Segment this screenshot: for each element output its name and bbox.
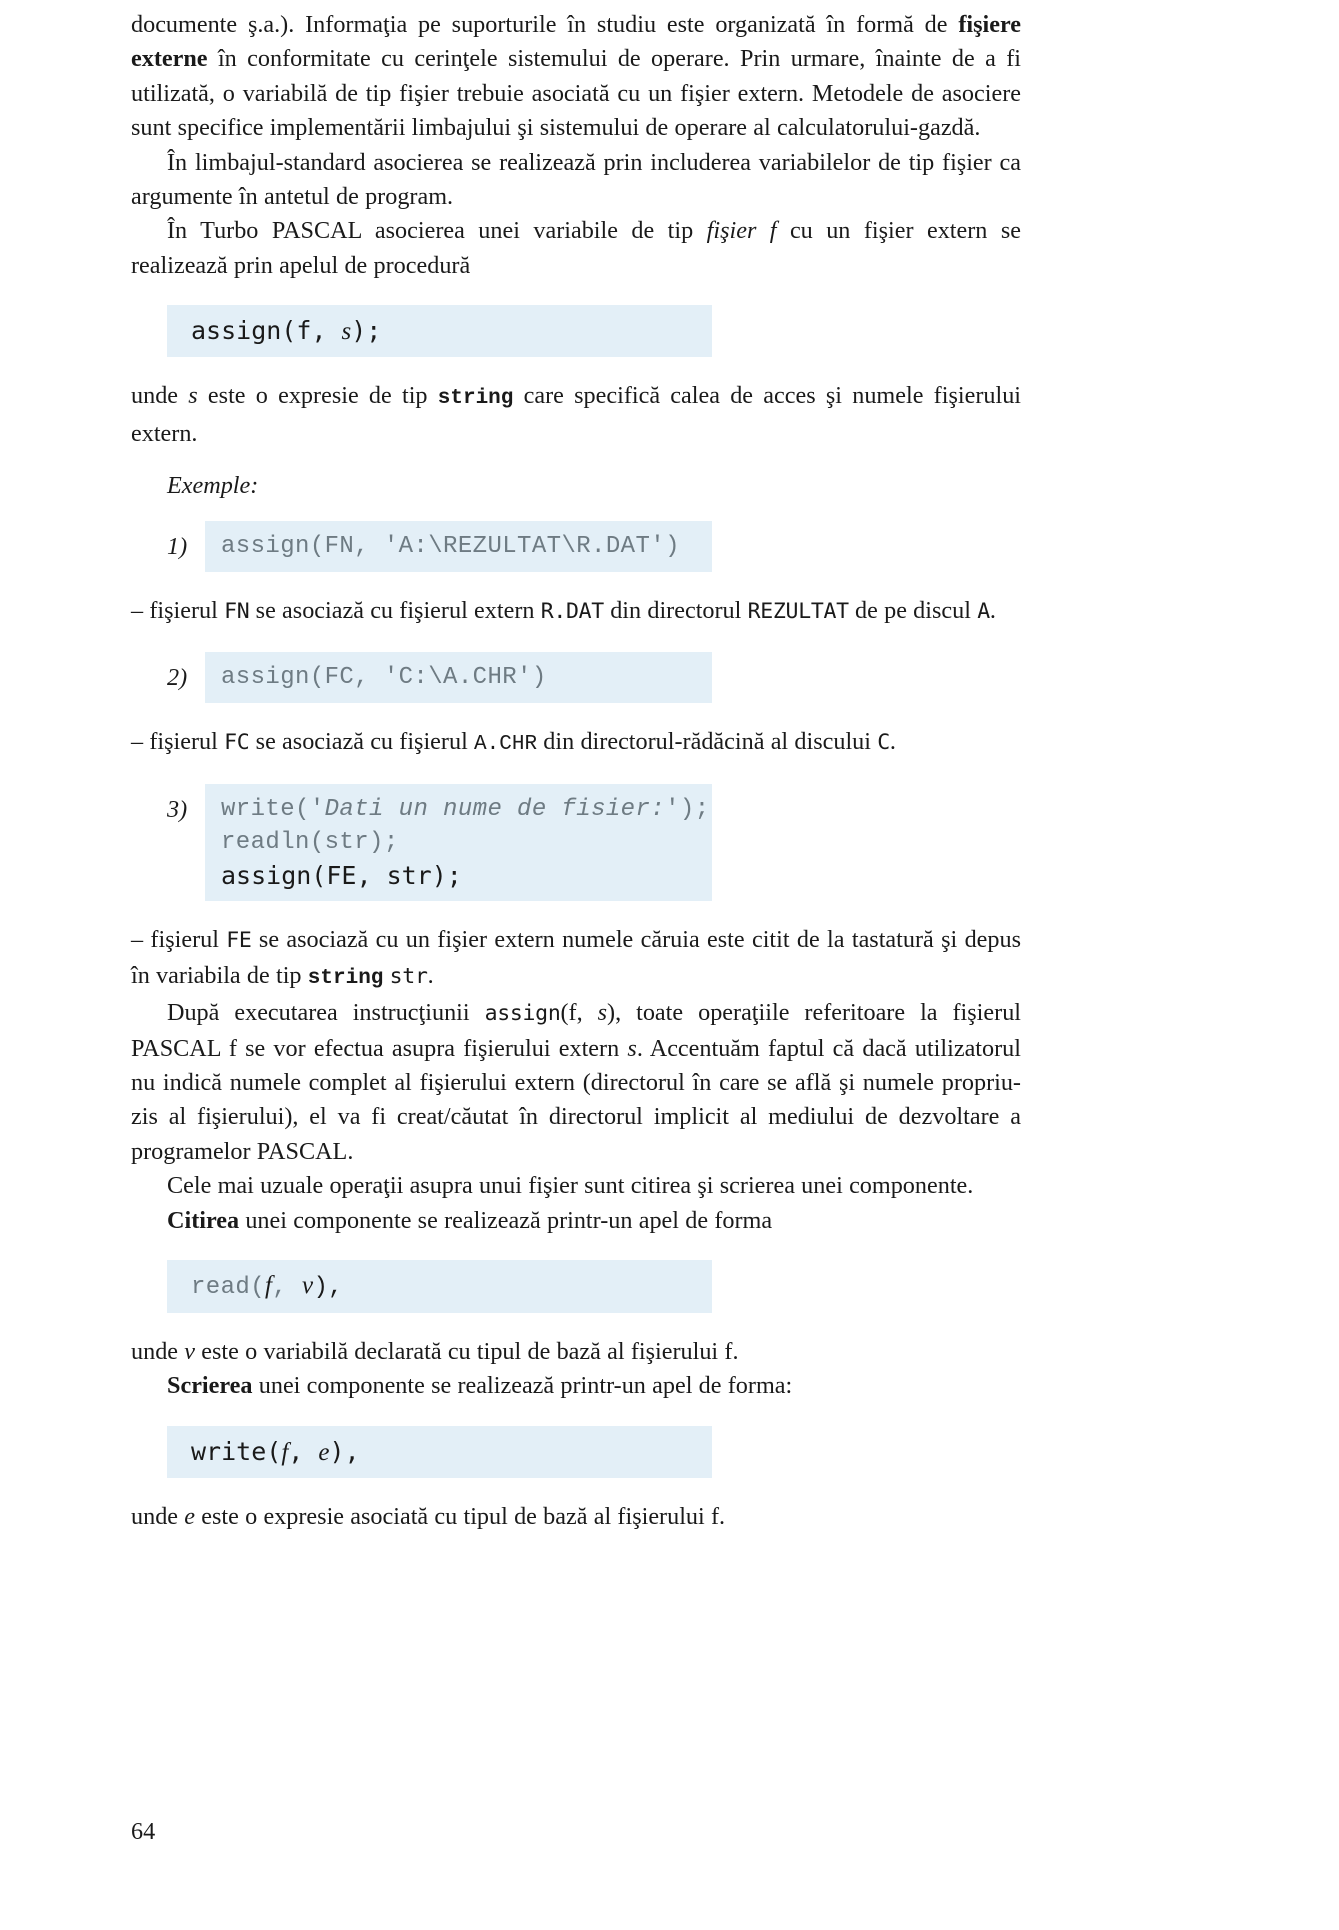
code-line: readln(str);	[221, 829, 399, 857]
example-code-panel-3	[205, 784, 712, 901]
ex3-identifier-str: str	[389, 963, 428, 989]
code-block-write-signature	[167, 1426, 712, 1478]
spacer-after-assign-block	[131, 357, 1021, 379]
paragraph-4-part-c: care specifică calea de acces şi numele fişierului extern.	[131, 382, 1022, 447]
ex2-identifier-c: C	[877, 729, 890, 755]
ex1-identifier-rdat: R.DAT	[540, 599, 604, 625]
ex2-desc-c: din directorul-rădăcină al discului	[537, 727, 878, 755]
code-line: assign(FE, str);	[221, 861, 462, 891]
code-assign-suffix: );	[351, 316, 382, 346]
spacer-after-examples-heading	[131, 503, 1021, 521]
ex1-identifier-rezultat: REZULTAT	[747, 599, 849, 625]
paragraph-4-part-a: unde	[131, 382, 189, 410]
code-write-mid: ,	[288, 1436, 319, 1466]
code-read-mid: ,	[272, 1273, 302, 1301]
term-fisiere-externe: fişiere externe	[131, 11, 1021, 73]
paragraph-9	[131, 1369, 1021, 1403]
emphasis-fisier-f: fişier f	[706, 217, 777, 245]
paragraph-4	[131, 379, 1021, 451]
example-code-panel-1	[205, 521, 712, 572]
ex3-desc-b: se asociază cu un fişier extern numele căruia este citit de la tastatură şi depus în variabila de tip	[131, 926, 1021, 989]
code-assign-prefix: assign(f,	[191, 316, 342, 346]
ex2-identifier-fc: FC	[224, 729, 250, 755]
code-line	[191, 314, 712, 348]
paragraph-10	[131, 1500, 1021, 1534]
paragraph-10-part-b: este o expresie asociată cu tipul de bază al fişierului f.	[195, 1502, 726, 1530]
example-number-1: 1)	[167, 533, 188, 561]
paragraph-5-part-b: , toate operaţiile referitoare la fişierul PASCAL f se vor efectua asupra fişierului extern	[131, 999, 1022, 1062]
assign-signature-wrapper	[131, 305, 1021, 357]
emphasis-v: v	[184, 1337, 196, 1365]
paragraph-3-part-a: În Turbo PASCAL asocierea unei variabile de tip	[167, 217, 707, 245]
read-signature-wrapper	[131, 1260, 1021, 1313]
code-line	[221, 793, 712, 826]
example-row-2	[131, 652, 1021, 703]
paragraph-5-part-c: . Accentuăm faptul că dacă utilizatorul nu indică numele complet al fişierului extern (directorul în care se află şi numele propriu-zis al fişierului), el va fi creat/căutat în directorul implicit al mediului de dezvoltare a programelor PASCAL.	[131, 1034, 1021, 1165]
paragraph-1-part-b: în conformitate cu cerinţele sistemului de operare. Prin urmare, înainte de a fi utilizată, o variabilă de tip fişier trebuie asociată cu un fişier extern. Metodele de asociere sunt specifice implementării limbajului şi sistemului de operare al calculatorului-gazdă.	[131, 45, 1021, 142]
type-string: string	[437, 387, 514, 411]
ex1-desc-b: se asociază cu fişierul extern	[249, 597, 541, 625]
code-read-arg-f: f	[265, 1271, 273, 1299]
p5-code-args-open: (f,	[560, 999, 598, 1027]
write-signature-wrapper	[131, 1426, 1021, 1478]
paragraph-2: În limbajul-standard asocierea se realizează prin includerea variabilelor de tip fişier ca argumente în antetul de program.	[131, 148, 1021, 211]
code-line	[191, 1269, 712, 1304]
spacer-before-assign-block	[131, 283, 1021, 305]
example-2-description	[131, 725, 1021, 762]
code-read-arg-v: v	[301, 1271, 314, 1299]
example-row-3	[131, 784, 1021, 901]
ex2-desc-b: se asociază cu fişierul	[249, 727, 475, 755]
code-line: assign(FN, 'A:\REZULTAT\R.DAT')	[221, 533, 680, 561]
spacer-after-example-1	[131, 572, 1021, 594]
code-assign-italic-arg: s	[341, 318, 352, 346]
code-write-prefix: write(	[191, 1436, 282, 1466]
ex2-desc-a: – fişierul	[131, 727, 225, 755]
document-page	[131, 0, 1021, 1534]
p5-code-args-italic: s	[597, 999, 608, 1027]
code-line: assign(FC, 'C:\A.CHR')	[221, 663, 547, 691]
paragraph-8-part-a: unde	[131, 1337, 185, 1365]
example-code-panel-2	[205, 652, 712, 703]
example-3-description	[131, 923, 1021, 996]
paragraph-5	[131, 996, 1021, 1169]
paragraph-8-part-b: este o variabilă declarată cu tipul de bază al fişierului f.	[195, 1337, 739, 1365]
spacer-before-read-block	[131, 1238, 1021, 1260]
spacer-after-read-block	[131, 1313, 1021, 1335]
paragraph-10-part-a: unde	[131, 1502, 185, 1530]
example-row-1	[131, 521, 1021, 572]
ex3-line1-pre: write('	[221, 796, 325, 824]
code-block-read-signature	[167, 1260, 712, 1313]
code-read-suffix: ),	[313, 1273, 344, 1301]
emphasis-e: e	[184, 1502, 196, 1530]
ex3-line1-prompt-string: Dati un nume de fisier:	[324, 796, 666, 824]
examples-heading: Exemple:	[167, 472, 259, 500]
ex1-desc-a: – fişierul	[131, 597, 225, 625]
paragraph-3-part-b: cu un fişier extern se realizează prin apelul de procedură	[131, 217, 1021, 279]
paragraph-4-part-b: este o expresie de tip	[197, 382, 438, 410]
ex3-desc-a: – fişierul	[131, 926, 227, 954]
code-line	[191, 1435, 712, 1469]
code-block-assign-signature	[167, 305, 712, 357]
example-number-2: 2)	[167, 663, 188, 691]
ex1-desc-c: din directorul	[603, 597, 748, 625]
ex3-desc-c: .	[427, 961, 434, 989]
term-scrierea: Scrierea	[167, 1372, 253, 1400]
ex3-identifier-fe: FE	[226, 928, 252, 954]
spacer-after-write-block	[131, 1478, 1021, 1500]
code-write-arg-f: f	[281, 1438, 289, 1466]
p5-code-assign: assign	[484, 1001, 561, 1027]
ex1-desc-d: de pe discul	[848, 597, 978, 625]
code-read-prefix: read(	[191, 1273, 266, 1301]
ex1-identifier-a: A	[977, 599, 990, 625]
ex2-desc-d: .	[889, 727, 896, 755]
paragraph-7	[131, 1204, 1021, 1238]
paragraph-5-part-a: După executarea instrucţiunii	[167, 999, 485, 1027]
paragraph-6: Cele mai uzuale operaţii asupra unui fişier sunt citirea şi scrierea unei componente.	[167, 1172, 974, 1200]
emphasis-s: s	[188, 382, 198, 410]
paragraph-1	[131, 8, 1021, 146]
spacer-before-examples	[131, 451, 1021, 469]
p5-code-args-close: )	[607, 999, 616, 1027]
code-write-suffix: ),	[329, 1436, 360, 1466]
code-write-arg-e: e	[318, 1438, 330, 1466]
ex1-identifier-fn: FN	[224, 599, 250, 625]
paragraph-8	[131, 1335, 1021, 1369]
spacer-before-example-2	[131, 630, 1021, 652]
ex3-type-string: string	[307, 966, 384, 990]
term-citirea: Citirea	[167, 1206, 240, 1234]
paragraph-1-part-a: documente ş.a.). Informaţia pe suporturile în studiu este organizată în formă de	[131, 11, 959, 38]
ex3-line1-post: ');	[665, 796, 710, 824]
example-1-description	[131, 594, 1021, 629]
p5-emphasis-s: s	[627, 1034, 637, 1062]
paragraph-7-rest: unei componente se realizează printr-un apel de forma	[239, 1206, 773, 1234]
page-number: 64	[131, 1818, 156, 1845]
spacer-before-write-block	[131, 1404, 1021, 1426]
ex2-identifier-achr: A.CHR	[474, 732, 538, 756]
paragraph-3	[131, 214, 1021, 283]
spacer-after-example-3	[131, 901, 1021, 923]
spacer-top	[131, 0, 1021, 8]
spacer-after-example-2	[131, 703, 1021, 725]
ex1-desc-e: .	[989, 597, 996, 625]
spacer-before-example-3	[131, 762, 1021, 784]
example-number-3: 3)	[167, 796, 188, 824]
paragraph-9-rest: unei componente se realizează printr-un apel de forma:	[252, 1372, 793, 1400]
